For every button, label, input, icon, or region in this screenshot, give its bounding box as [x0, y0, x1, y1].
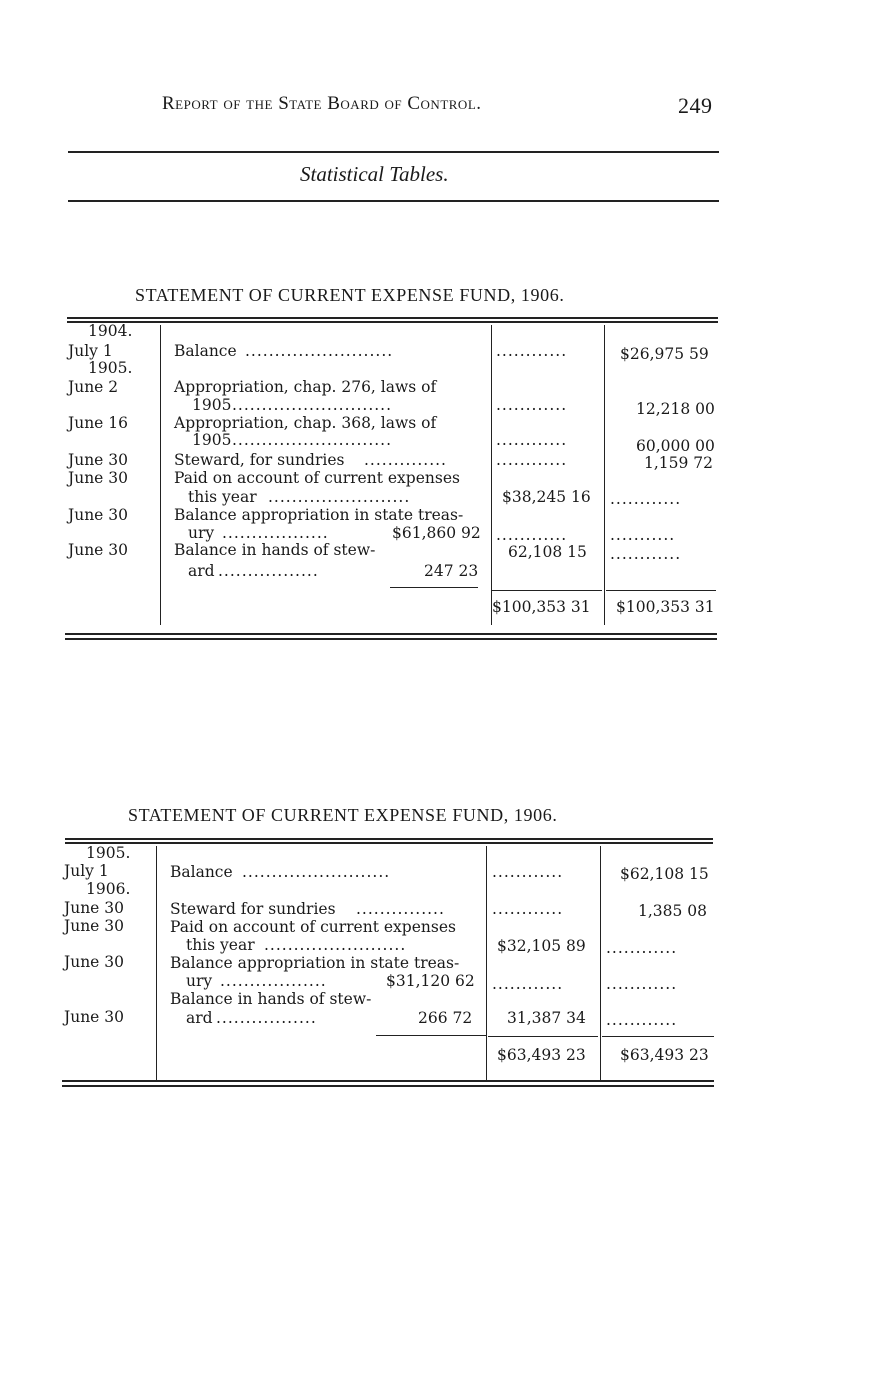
table2-leader: ............: [492, 863, 564, 881]
table2-total-credit: $63,493 23: [620, 1046, 709, 1064]
table1-desc: Balance appropriation in state treas-: [174, 506, 464, 524]
section-title: Statistical Tables.: [300, 162, 449, 186]
table2-debit-value: $32,105 89: [497, 937, 586, 955]
table1-sum-rule: [492, 590, 602, 591]
table1-leader: ........................: [268, 488, 411, 506]
table2-credit-value: 1,385 08: [638, 902, 708, 920]
table2-desc: ard: [186, 1009, 213, 1027]
table1-credit-value: $26,975 59: [620, 345, 709, 363]
table1-sum-rule: [390, 587, 478, 588]
table2-sum-rule: [602, 1036, 714, 1037]
table2-date: June 30: [64, 917, 125, 935]
table2-leader: ............: [606, 939, 678, 957]
table2-col-rule-1: [156, 846, 157, 1080]
table1-desc: Balance in hands of stew-: [174, 541, 376, 559]
table2-top-rule: [65, 838, 713, 840]
table1-year: 1905.: [88, 359, 133, 377]
table1-desc: Appropriation, chap. 368, laws of: [174, 414, 437, 432]
table2-desc: Balance in hands of stew-: [170, 990, 372, 1008]
table2-leader: ............: [606, 975, 678, 993]
table1-total-debit: $100,353 31: [492, 598, 591, 616]
header-rule-top: [68, 151, 719, 153]
table1-desc: this year: [188, 488, 257, 506]
table1-date: June 30: [68, 506, 129, 524]
table2-leader: ............: [492, 900, 564, 918]
table1-leader: ...........................: [232, 396, 393, 414]
table1-leader: ...........: [610, 526, 676, 544]
table1-col-rule-1: [160, 325, 161, 625]
table1-date: June 16: [68, 414, 129, 432]
table2-bottom-rule: [62, 1080, 714, 1082]
table2-year: 1905.: [86, 844, 131, 862]
table2-credit-value: $62,108 15: [620, 865, 709, 883]
table1-date: July 1: [68, 342, 113, 360]
table1-total-credit: $100,353 31: [616, 598, 715, 616]
table1-leader: .........................: [245, 342, 394, 360]
table2-top-rule-2: [65, 842, 713, 844]
table2-sub-value: 266 72: [418, 1009, 473, 1027]
table1-col-rule-3: [604, 325, 605, 625]
table1-col-rule-2: [491, 325, 492, 625]
table2-leader: ..................: [220, 972, 327, 990]
table1-desc: Balance: [174, 342, 237, 360]
table2-title: STATEMENT OF CURRENT EXPENSE FUND, 1906.: [128, 805, 558, 825]
table2-leader: ...............: [356, 900, 445, 918]
table1-desc: 1905: [192, 396, 232, 414]
table2-desc: Paid on account of current expenses: [170, 918, 456, 936]
table2-date: June 30: [64, 1008, 125, 1026]
table1-leader: ............: [496, 396, 568, 414]
table1-credit-value: 60,000 00: [636, 437, 715, 455]
table1-date: June 30: [68, 469, 129, 487]
table2-desc: ury: [186, 972, 213, 990]
table2-leader: .................: [216, 1009, 317, 1027]
table2-leader: ........................: [264, 936, 407, 954]
table1-leader: ...........................: [232, 431, 393, 449]
table2-date: June 30: [64, 953, 125, 971]
table1-year: 1904.: [88, 322, 133, 340]
table2-debit-value: 31,387 34: [507, 1009, 586, 1027]
running-title: Report of the State Board of Control.: [162, 93, 482, 114]
table1-date: June 2: [68, 378, 119, 396]
table2-leader: ............: [492, 975, 564, 993]
table1-debit-value: $38,245 16: [502, 488, 591, 506]
table1-credit-value: 1,159 72: [644, 454, 714, 472]
table2-col-rule-3: [600, 846, 601, 1080]
table1-leader: ............: [496, 431, 568, 449]
table1-leader: ............: [496, 342, 568, 360]
table1-leader: ............: [496, 526, 568, 544]
table1-top-rule: [67, 317, 718, 319]
table2-leader: .........................: [242, 863, 391, 881]
table1-desc: ard: [188, 562, 215, 580]
table2-date: July 1: [64, 862, 109, 880]
table1-desc: Steward, for sundries: [174, 451, 345, 469]
table2-col-rule-2: [486, 846, 487, 1080]
table1-credit-value: 12,218 00: [636, 400, 715, 418]
table2-leader: ............: [606, 1011, 678, 1029]
table2-desc: Balance appropriation in state treas-: [170, 954, 460, 972]
table1-leader: ............: [610, 545, 682, 563]
table1-top-rule-2: [67, 321, 718, 323]
table1-desc: Paid on account of current expenses: [174, 469, 460, 487]
table1-bottom-rule-2: [65, 638, 717, 640]
table1-desc: Appropriation, chap. 276, laws of: [174, 378, 437, 396]
table1-debit-value: 62,108 15: [508, 543, 587, 561]
table2-date: June 30: [64, 899, 125, 917]
table1-leader: ..............: [364, 451, 447, 469]
table2-total-debit: $63,493 23: [497, 1046, 586, 1064]
table1-desc: ury: [188, 524, 215, 542]
table1-desc: 1905: [192, 431, 232, 449]
table2-desc: Steward for sundries: [170, 900, 336, 918]
table2-sum-rule: [376, 1035, 486, 1036]
table2-sum-rule: [488, 1036, 598, 1037]
table1-date: June 30: [68, 451, 129, 469]
table1-leader: .................: [218, 562, 319, 580]
table2-sub-value: $31,120 62: [386, 972, 475, 990]
table2-year: 1906.: [86, 880, 131, 898]
table2-desc: Balance: [170, 863, 233, 881]
table1-leader: ............: [610, 490, 682, 508]
header-rule-bottom: [68, 200, 719, 202]
table1-bottom-rule: [65, 633, 717, 635]
table1-leader: ..................: [222, 524, 329, 542]
table2-bottom-rule-2: [62, 1085, 714, 1087]
table1-leader: ............: [496, 451, 568, 469]
table2-desc: this year: [186, 936, 255, 954]
table1-sub-value: $61,860 92: [392, 524, 481, 542]
table1-title: STATEMENT OF CURRENT EXPENSE FUND, 1906.: [135, 285, 565, 305]
table1-sub-value: 247 23: [424, 562, 479, 580]
page-number: 249: [678, 93, 713, 118]
table1-date: June 30: [68, 541, 129, 559]
table1-sum-rule: [606, 590, 716, 591]
